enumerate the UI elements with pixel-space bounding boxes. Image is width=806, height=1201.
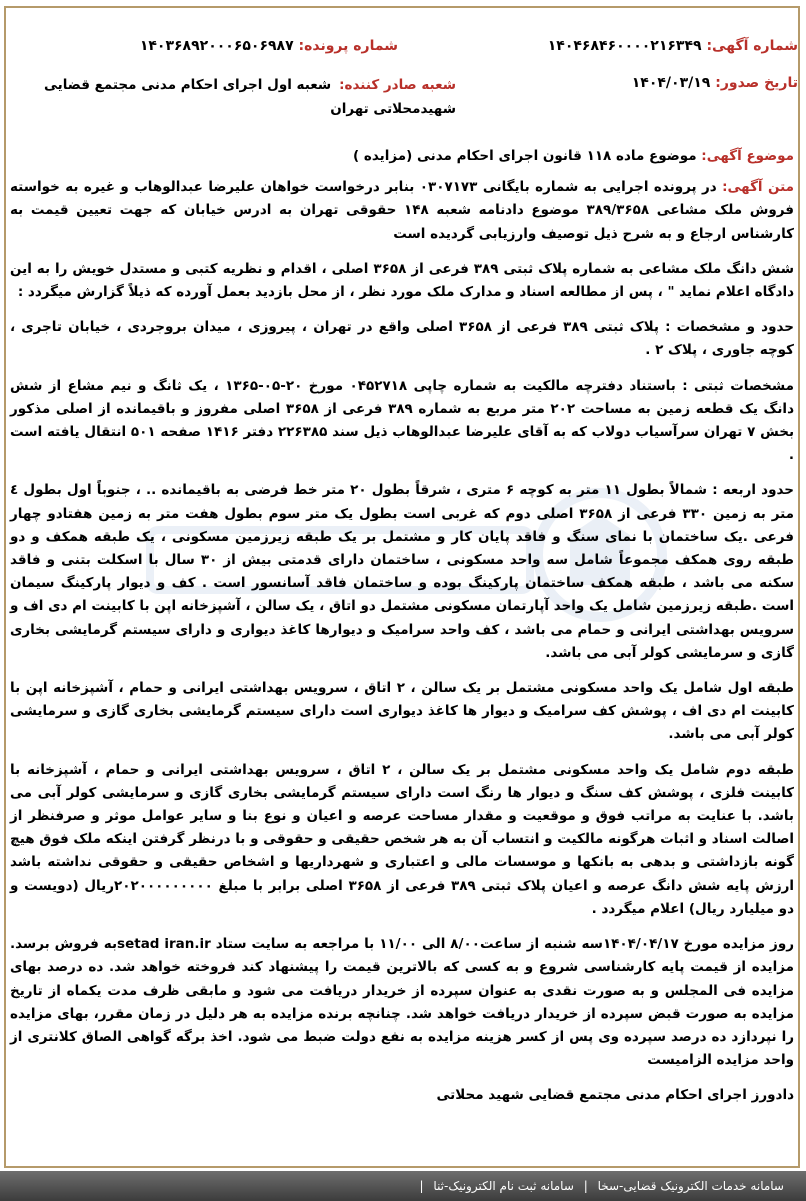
footer-link-sana[interactable]: سامانه ثبت نام الکترونیک-ثنا xyxy=(433,1179,574,1193)
footer-links xyxy=(414,1171,784,1201)
case-number-block xyxy=(140,38,398,54)
footer-divider-end: | xyxy=(419,1179,424,1193)
notice-body xyxy=(10,145,794,1120)
header-row-1 xyxy=(8,38,798,60)
paragraph-8: روز مزایده مورخ ۱۴۰۴/۰۴/۱۷سه شنبه از ساعت۸/۰۰ الی ۱۱/۰۰ با مراجعه به سایت ستاد setad iran.irبه فروش برسد. مزایده از قیمت پایه کارشناسی شروع و به کسی که بالاترین قیمت را پیشنهاد کند فروخته خواهد شد. ده درصد بهای مزایده فی المجلس و به صورت نقدی به عنوان سپرده از خریدار دریافت می شود و مابقی ظرف مدت یکماه از تاریخ مزایده به صورت قبض سپرده از خریدار دریافت خواهد شد. چنانچه برنده مزایده به هر دلیل در زمان مقرر، بهای مزایده را نپردازد ده درصد سپرده وی پس از کسر هزینه مزایده به نفع دولت ضبط می شود. اخذ برگه گواهی الصاق کلانتری از واحد مزایده الزامیست xyxy=(10,936,794,1069)
paragraph-1-text: در پرونده اجرایی به شماره بایگانی ۰۳۰۷۱۷۳ بنابر درخواست خواهان علیرضا عبدالوهاب و غیره به خواسته فروش ملک مشاعی ۳۸۹/۳۶۵۸ موضوع دادنامه شعبه ۱۴۸ حقوقی تهران به ادرس خیابان که جهت تعیین قیمت به کارشناس ارجاع و به شرح ذیل توصیف وارزیابی گردیده است xyxy=(10,179,794,242)
footer-bar xyxy=(0,1171,806,1201)
issue-date-label: تاریخ صدور: xyxy=(715,75,798,91)
paragraph-1 xyxy=(10,176,794,246)
paragraph-3: حدود و مشخصات : پلاک ثبتی ۳۸۹ فرعی از ۳۶۵۸ اصلی واقع در تهران ، پیروزی ، میدان بروجردی ، خیابان تاجری ، کوچه جاوری ، پلاک ۲ . xyxy=(10,319,794,359)
paragraph-4: مشخصات ثبتی : باستناد دفترچه مالکیت به شماره چاپی ۰۴۵۲۷۱۸ مورخ ۲۰-۰۵-۱۳۶۵ ، یک ثانگ و نیم مشاع از شش دانگ یک قطعه زمین به مساحت ۲۰۲ متر مربع به شماره ۳۸۹ فرعی از ۳۶۵۸ اصلی مفروز و باقیمانده از اصلی مذکور بخش ۷ تهران سرآسیاب دولاب که به آقای علیرضا عبدالوهاب ذیل سند ۲۲۶۳۸۵ دفتر ۱۴۱۶ صفحه ۵۰۱ انتقال یافته است . xyxy=(10,377,795,464)
paragraph-5: حدود اربعه : شمالاً بطول ۱۱ متر به کوچه ۶ متری ، شرقاً بطول ۲۰ متر خط فرضی به باقیمانده .. ، جنوباً اول بطول ٤ متر به زمین ۳۳۰ فرعی از ۳۶۵۸ اصلی دوم که غربی است بطول یک متر سوم بطول هفت متر به زمین هفتادو چهار فرعی .یک ساختمان با نمای سنگ و فاقد پایان کار و مشتمل بر یک طبقه زیرزمین مسکونی ، یک طبقه همکف و دو طبقه روی همکف مجموعاً شامل سه واحد مسکونی ، ساختمان دارای قدمتی بیش از ۳۰ سال با اسکلت بتنی و فاقد سکنه می باشد ، طبقه همکف ساختمان پارکینگ بوده و ساختمان فاقد آسانسور است . کف و دیوار پارکینگ سیمان است .طبقه زیرزمین شامل یک واحد آپارتمان مسکونی مشتمل دو اتاق ، یک سالن ، آشپزخانه اپن با کابینت ام دی اف و سرویس بهداشتی ایرانی و حمام می باشد ، کف واحد سرامیک و دیوارها کاغذ دیواری و دارای سیستم گرمایشی بخاری گازی و سرمایشی کولر آبی می باشد. xyxy=(10,482,795,661)
notice-number-label: شماره آگهی: xyxy=(706,38,798,54)
case-number: ۱۴۰۳۶۸۹۲۰۰۰۶۵۰۶۹۸۷ xyxy=(139,38,294,54)
subject-label: موضوع آگهی: xyxy=(701,148,794,164)
paragraph-6: طبقه اول شامل یک واحد مسکونی مشتمل بر یک سالن ، ۲ اتاق ، سرویس بهداشتی ایرانی و حمام ، آشپزخانه اپن با کابینت ام دی اف ، پوشش کف سرامیک و دیوار ها کاغذ دیواری است دارای سیستم گرمایشی بخاری گازی و سرمایشی کولر آبی می باشد. xyxy=(10,680,794,743)
footer-link-sakha[interactable]: سامانه خدمات الکترونیک قضایی-سخا xyxy=(597,1179,784,1193)
issue-date-block xyxy=(632,75,798,91)
issuer-name: شعبه اول اجرای احکام مدنی مجتمع قضایی شهیدمحلاتی تهران xyxy=(43,77,456,117)
notice-number: ۱۴۰۴۶۸۴۶۰۰۰۰۲۱۶۳۴۹ xyxy=(547,38,702,54)
signature: دادورز اجرای احکام مدنی مجتمع قضایی شهید محلاتی xyxy=(436,1087,794,1104)
paragraph-7: طبقه دوم شامل یک واحد مسکونی مشتمل بر یک سالن ، ۲ اتاق ، سرویس بهداشتی ایرانی و حمام ، آشپزخانه با کابینت فلزی ، پوشش کف سنگ و دیوار ها رنگ است دارای سیستم گرمایشی بخاری گازی و سرمایشی کولر آبی می باشد. با عنایت به مراتب فوق و موقعیت و مقدار مساحت عرصه و اعیان و نوع بنا و سایر عوامل موثر و صرفنظر از اصالت اسناد و اثبات هرگونه مالکیت و انتساب آن به هر شخص حقیقی و حقوقی و با درنظر گرفتن اینکه ملک فوق هیچ گونه بازداشتی و بدهی به بانکها و موسسات مالی و اعتباری و شهرداریها و اشخاص حقیقی و حقوقی نداشته باشد ارزش پایه شش دانگ عرصه و اعیان پلاک ثبتی ۳۸۹ فرعی از ۳۶۵۸ اصلی برابر با مبلغ ۲۰۲۰۰۰۰۰۰۰۰۰ریال (دویست و دو میلیارد ریال) اعلام میگردد . xyxy=(10,761,795,917)
subject-line xyxy=(10,145,794,168)
notice-number-block xyxy=(548,38,798,54)
text-label: متن آگهی: xyxy=(722,179,794,196)
issue-date: ۱۴۰۴/۰۳/۱۹ xyxy=(631,75,711,91)
issuer-label: شعبه صادر کننده: xyxy=(339,77,456,93)
subject-text: موضوع ماده ۱۱۸ قانون اجرای احکام مدنی (مزایده ) xyxy=(353,148,697,164)
issuer-block xyxy=(36,73,456,121)
footer-divider: | xyxy=(583,1179,588,1193)
paragraph-2: شش دانگ ملک مشاعی به شماره پلاک ثبتی ۳۸۹ فرعی از ۳۶۵۸ اصلی ، اقدام و نظریه کتبی و مستدل خویش را به این دادگاه اعلام نماید " ، پس از مطالعه اسناد و مدارک ملک مورد نظر ، از محل بازدید بعمل آورده که ذیلاً گزارش میگردد : xyxy=(10,260,794,301)
case-number-label: شماره پرونده: xyxy=(298,38,398,54)
